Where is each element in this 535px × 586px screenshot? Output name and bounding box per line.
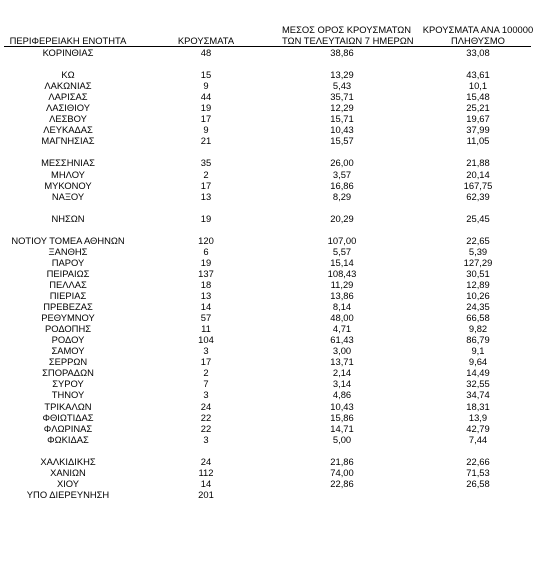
table-row (0, 367, 535, 378)
cell-avg: 11,29 (330, 278, 354, 290)
cell-region: ΦΛΩΡΙΝΑΣ (43, 422, 93, 434)
cell-per100k: 86,79 (466, 334, 490, 346)
data-table-body (0, 47, 535, 500)
cell-cases: 7 (203, 378, 209, 390)
cell-per100k: 127,29 (463, 256, 493, 268)
cell-avg: 38,86 (330, 47, 354, 58)
cell-per100k: 167,75 (463, 179, 493, 191)
cell-cases: 22 (200, 411, 212, 423)
cell-cases: 18 (200, 278, 212, 290)
table-row (0, 191, 535, 202)
cell-cases: 137 (198, 267, 214, 279)
row-spacer (0, 224, 535, 235)
cell-region: ΛΑΣΙΘΙΟΥ (45, 102, 91, 114)
cell-avg: 14,71 (330, 422, 354, 434)
cell-per100k: 7,44 (468, 433, 488, 445)
cell-cases: 17 (200, 356, 212, 368)
row-spacer (0, 58, 535, 69)
cell-region: ΡΟΔΟΠΗΣ (44, 323, 92, 335)
table-row (0, 279, 535, 290)
table-row (0, 124, 535, 135)
table-row (0, 113, 535, 124)
cell-avg: 5,00 (332, 433, 352, 445)
row-spacer (0, 146, 535, 157)
cell-region: ΡΕΘΥΜΝΟΥ (41, 312, 95, 324)
table-row (0, 401, 535, 412)
cell-cases: 35 (200, 157, 212, 169)
cell-avg: 16,86 (330, 179, 354, 191)
cell-avg: 15,71 (330, 113, 354, 125)
cell-region: ΝΟΤΙΟΥ ΤΟΜΕΑ ΑΘΗΝΩΝ (11, 234, 125, 246)
cell-region: ΦΩΚΙΔΑΣ (47, 433, 89, 445)
cell-region: ΝΑΞΟΥ (51, 190, 85, 202)
cell-region: ΛΑΡΙΣΑΣ (48, 91, 88, 103)
cell-region: ΤΗΝΟΥ (51, 389, 85, 401)
cell-region: ΧΑΝΙΩΝ (50, 466, 86, 478)
cell-avg: 22,86 (330, 477, 354, 489)
cell-per100k: 22,66 (466, 455, 490, 467)
cell-per100k: 71,53 (466, 466, 490, 478)
cell-per100k: 5,39 (468, 245, 488, 257)
table-row (0, 412, 535, 423)
row-spacer (0, 445, 535, 456)
cell-region: ΣΥΡΟΥ (52, 378, 84, 390)
cell-per100k: 25,45 (466, 212, 490, 224)
cell-region: ΚΟΡΙΝΘΙΑΣ (42, 47, 94, 58)
table-row (0, 47, 535, 58)
cell-avg: 61,43 (330, 334, 354, 346)
cell-avg: 13,29 (330, 69, 354, 81)
cell-avg: 48,00 (330, 312, 354, 324)
cell-per100k: 62,39 (466, 190, 490, 202)
cell-region: ΡΟΔΟΥ (51, 334, 85, 346)
cell-cases: 9 (203, 80, 209, 92)
cell-region: ΧΑΛΚΙΔΙΚΗΣ (40, 455, 96, 467)
cell-cases: 120 (198, 234, 214, 246)
table-row (0, 301, 535, 312)
cell-per100k: 34,74 (466, 389, 490, 401)
cell-region: ΣΠΟΡΑΔΩΝ (42, 367, 94, 379)
cell-region: ΝΗΣΩΝ (51, 212, 85, 224)
cell-avg: 107,00 (327, 234, 357, 246)
cell-avg: 74,00 (330, 466, 354, 478)
cell-avg: 2,14 (332, 367, 352, 379)
table-row (0, 180, 535, 191)
cell-cases: 104 (198, 334, 214, 346)
cell-region: ΜΑΓΝΗΣΙΑΣ (41, 135, 95, 147)
cell-per100k: 10,1 (468, 80, 488, 92)
cell-region: ΠΡΕΒΕΖΑΣ (43, 301, 93, 313)
cell-avg: 108,43 (327, 267, 357, 279)
cell-cases: 14 (200, 301, 212, 313)
table-row (0, 135, 535, 146)
cell-avg: 15,14 (330, 256, 354, 268)
table-row (0, 389, 535, 400)
cell-per100k: 12,89 (466, 278, 490, 290)
cell-per100k: 10,26 (466, 290, 490, 302)
table-row (0, 102, 535, 113)
table-row (0, 456, 535, 467)
cell-cases: 57 (200, 312, 212, 324)
cell-per100k: 9,1 (471, 345, 485, 357)
header-cases: ΚΡΟΥΣΜΑΤΑ (177, 35, 235, 46)
cell-avg: 3,14 (332, 378, 352, 390)
cell-region: ΤΡΙΚΑΛΩΝ (44, 400, 92, 412)
cell-cases: 13 (200, 190, 212, 202)
cell-avg: 3,00 (332, 345, 352, 357)
cell-cases: 6 (203, 245, 209, 257)
cell-avg: 10,43 (330, 124, 354, 136)
cell-region: ΛΕΥΚΑΔΑΣ (43, 124, 93, 136)
header-per100k-line1: ΚΡΟΥΣΜΑΤΑ ΑΝΑ 100000 (422, 24, 534, 35)
cell-region: ΦΘΙΩΤΙΔΑΣ (42, 411, 94, 423)
cell-cases: 24 (200, 400, 212, 412)
cell-cases: 201 (198, 488, 214, 500)
cell-cases: 19 (200, 256, 212, 268)
cell-avg: 3,57 (332, 168, 352, 180)
cell-per100k: 21,88 (466, 157, 490, 169)
cell-avg: 10,43 (330, 400, 354, 412)
cell-cases: 3 (203, 345, 209, 357)
cell-cases: 11 (201, 323, 211, 335)
cell-region: ΣΕΡΡΩΝ (48, 356, 88, 368)
cell-cases: 24 (200, 455, 212, 467)
table-row (0, 257, 535, 268)
cell-per100k: 37,99 (466, 124, 490, 136)
header-per100k-line2: ΠΛΗΘΥΣΜΟ (451, 35, 505, 46)
cell-region: ΠΕΙΡΑΙΩΣ (46, 267, 90, 279)
cell-avg: 5,57 (332, 245, 352, 257)
table-row (0, 69, 535, 80)
table-row (0, 157, 535, 168)
cell-cases: 44 (200, 91, 212, 103)
cell-avg: 35,71 (330, 91, 354, 103)
cell-cases: 3 (203, 433, 209, 445)
header-region: ΠΕΡΙΦΕΡΕΙΑΚΗ ΕΝΟΤΗΤΑ (9, 35, 127, 46)
cell-cases: 9 (203, 124, 209, 136)
cell-cases: 19 (200, 102, 212, 114)
cell-per100k: 9,64 (468, 356, 488, 368)
table-row (0, 478, 535, 489)
cell-per100k: 9,82 (468, 323, 488, 335)
cell-avg: 21,86 (330, 455, 354, 467)
table-row (0, 323, 535, 334)
header-avg-line2: ΤΩΝ ΤΕΛΕΥΤΑΙΩΝ 7 ΗΜΕΡΩΝ (282, 35, 414, 46)
cell-avg: 13,71 (330, 356, 354, 368)
cell-per100k: 22,65 (466, 234, 490, 246)
cell-avg: 4,86 (332, 389, 352, 401)
cell-cases: 112 (198, 466, 214, 478)
cell-per100k: 15,48 (466, 91, 490, 103)
cell-cases: 14 (200, 477, 212, 489)
table-row (0, 213, 535, 224)
cell-per100k: 30,51 (466, 267, 490, 279)
table-row (0, 235, 535, 246)
cell-region: ΜΗΛΟΥ (51, 168, 85, 180)
table-row (0, 91, 535, 102)
table-row (0, 356, 535, 367)
cell-avg: 13,86 (330, 290, 354, 302)
cell-per100k: 11,05 (466, 135, 490, 147)
table-row (0, 246, 535, 257)
table-row (0, 169, 535, 180)
cell-per100k: 66,58 (466, 312, 490, 324)
cell-per100k: 24,35 (466, 301, 490, 313)
cell-region: ΛΑΚΩΝΙΑΣ (44, 80, 92, 92)
cell-region: ΚΩ (61, 69, 75, 81)
table-row (0, 80, 535, 91)
table-row (0, 423, 535, 434)
cell-avg: 15,86 (330, 411, 354, 423)
table-row (0, 312, 535, 323)
cell-cases: 13 (200, 290, 212, 302)
cell-cases: 21 (200, 135, 212, 147)
cell-avg: 5,43 (332, 80, 352, 92)
cell-avg: 8,14 (332, 301, 352, 313)
cell-region: ΧΙΟΥ (56, 477, 80, 489)
table-row (0, 334, 535, 345)
cell-per100k: 32,55 (466, 378, 490, 390)
header-avg-line1: ΜΕΣΟΣ ΟΡΟΣ ΚΡΟΥΣΜΑΤΩΝ (282, 24, 412, 35)
cell-cases: 15 (200, 69, 212, 81)
cell-cases: 2 (203, 168, 209, 180)
cell-per100k: 25,21 (466, 102, 490, 114)
cell-cases: 17 (200, 113, 212, 125)
cell-per100k: 43,61 (466, 69, 490, 81)
cell-avg: 4,71 (332, 323, 352, 335)
cell-cases: 22 (200, 422, 212, 434)
table-row (0, 268, 535, 279)
cell-region: ΥΠΟ ΔΙΕΡΕΥΝΗΣΗ (26, 488, 110, 500)
cell-region: ΜΥΚΟΝΟΥ (44, 179, 92, 191)
cell-per100k: 33,08 (466, 47, 490, 58)
row-spacer (0, 202, 535, 213)
cell-region: ΠΕΛΛΑΣ (49, 278, 87, 290)
table-row (0, 489, 535, 500)
cell-avg: 26,00 (330, 157, 354, 169)
cell-cases: 2 (203, 367, 209, 379)
table-row (0, 434, 535, 445)
table-row (0, 345, 535, 356)
cell-cases: 3 (203, 389, 209, 401)
cell-per100k: 14,49 (466, 367, 490, 379)
cell-avg: 12,29 (330, 102, 354, 114)
cell-per100k: 26,58 (466, 477, 490, 489)
table-row (0, 467, 535, 478)
cell-region: ΛΕΣΒΟΥ (49, 113, 87, 125)
cell-avg: 15,57 (330, 135, 354, 147)
cell-avg: 8,29 (332, 190, 352, 202)
cell-region: ΠΑΡΟΥ (51, 256, 85, 268)
cell-region: ΠΙΕΡΙΑΣ (49, 290, 87, 302)
table-row (0, 290, 535, 301)
cell-cases: 19 (200, 212, 212, 224)
cell-region: ΞΑΝΘΗΣ (48, 245, 88, 257)
cell-region: ΜΕΣΣΗΝΙΑΣ (41, 157, 95, 169)
table-row (0, 378, 535, 389)
cell-cases: 17 (200, 179, 212, 191)
cell-region: ΣΑΜΟΥ (51, 345, 85, 357)
cell-per100k: 20,14 (466, 168, 490, 180)
cell-per100k: 13,9 (468, 411, 488, 423)
cell-avg: 20,29 (330, 212, 354, 224)
cell-per100k: 42,79 (466, 422, 490, 434)
cell-per100k: 19,67 (466, 113, 490, 125)
cell-cases: 48 (200, 47, 212, 58)
cell-per100k: 18,31 (466, 400, 490, 412)
